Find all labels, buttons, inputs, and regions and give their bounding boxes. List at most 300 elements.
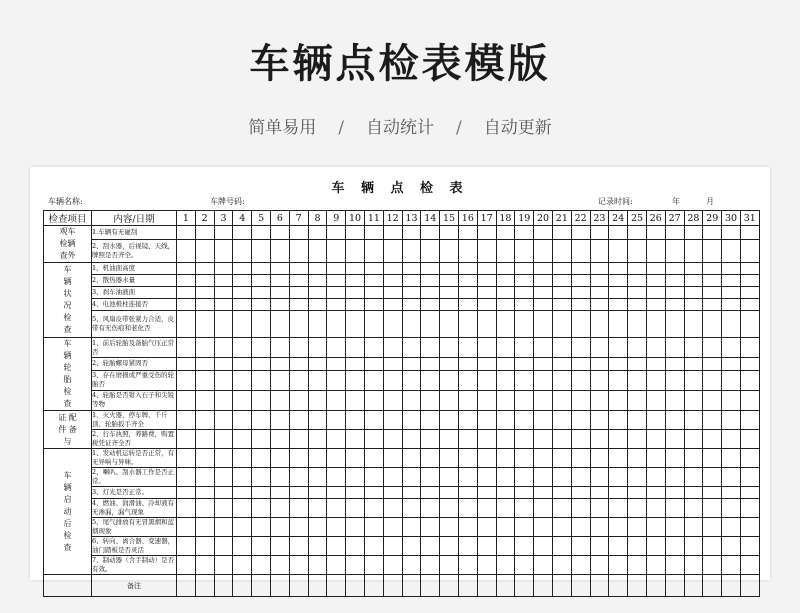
check-cell[interactable] (214, 370, 233, 390)
check-cell[interactable] (177, 487, 196, 499)
check-cell[interactable] (684, 411, 703, 430)
check-cell[interactable] (308, 275, 327, 287)
check-cell[interactable] (214, 499, 233, 518)
check-cell[interactable] (552, 468, 571, 487)
check-cell[interactable] (270, 338, 289, 358)
check-cell[interactable] (684, 311, 703, 338)
check-cell[interactable] (383, 575, 402, 597)
check-cell[interactable] (233, 263, 252, 275)
check-cell[interactable] (703, 518, 722, 537)
check-cell[interactable] (665, 299, 684, 311)
check-cell[interactable] (496, 358, 515, 371)
check-cell[interactable] (458, 468, 477, 487)
check-cell[interactable] (252, 275, 271, 287)
check-cell[interactable] (590, 390, 609, 410)
check-cell[interactable] (665, 499, 684, 518)
check-cell[interactable] (440, 537, 459, 556)
check-cell[interactable] (740, 226, 759, 240)
check-cell[interactable] (177, 390, 196, 410)
check-cell[interactable] (458, 575, 477, 597)
check-cell[interactable] (364, 556, 383, 575)
check-cell[interactable] (740, 449, 759, 468)
check-cell[interactable] (552, 287, 571, 299)
check-cell[interactable] (214, 358, 233, 371)
check-cell[interactable] (571, 537, 590, 556)
check-cell[interactable] (703, 537, 722, 556)
check-cell[interactable] (364, 287, 383, 299)
check-cell[interactable] (327, 338, 346, 358)
check-cell[interactable] (703, 468, 722, 487)
check-cell[interactable] (195, 226, 214, 240)
check-cell[interactable] (515, 537, 534, 556)
check-cell[interactable] (458, 287, 477, 299)
check-cell[interactable] (346, 430, 365, 449)
check-cell[interactable] (214, 537, 233, 556)
check-cell[interactable] (364, 311, 383, 338)
check-cell[interactable] (646, 358, 665, 371)
check-cell[interactable] (402, 499, 421, 518)
check-cell[interactable] (552, 358, 571, 371)
check-cell[interactable] (722, 275, 741, 287)
check-cell[interactable] (722, 226, 741, 240)
check-cell[interactable] (383, 390, 402, 410)
check-cell[interactable] (722, 287, 741, 299)
check-cell[interactable] (496, 311, 515, 338)
check-cell[interactable] (327, 299, 346, 311)
check-cell[interactable] (515, 275, 534, 287)
check-cell[interactable] (440, 390, 459, 410)
check-cell[interactable] (383, 487, 402, 499)
check-cell[interactable] (740, 537, 759, 556)
check-cell[interactable] (552, 537, 571, 556)
check-cell[interactable] (177, 468, 196, 487)
check-cell[interactable] (177, 263, 196, 275)
check-cell[interactable] (552, 275, 571, 287)
check-cell[interactable] (571, 487, 590, 499)
check-cell[interactable] (722, 537, 741, 556)
check-cell[interactable] (496, 370, 515, 390)
check-cell[interactable] (177, 299, 196, 311)
check-cell[interactable] (177, 499, 196, 518)
check-cell[interactable] (252, 263, 271, 275)
check-cell[interactable] (402, 390, 421, 410)
check-cell[interactable] (571, 430, 590, 449)
check-cell[interactable] (270, 575, 289, 597)
check-cell[interactable] (402, 287, 421, 299)
check-cell[interactable] (609, 390, 628, 410)
check-cell[interactable] (421, 556, 440, 575)
check-cell[interactable] (458, 518, 477, 537)
check-cell[interactable] (383, 518, 402, 537)
check-cell[interactable] (383, 226, 402, 240)
check-cell[interactable] (609, 518, 628, 537)
check-cell[interactable] (665, 263, 684, 275)
check-cell[interactable] (571, 287, 590, 299)
check-cell[interactable] (665, 226, 684, 240)
check-cell[interactable] (628, 311, 647, 338)
check-cell[interactable] (458, 411, 477, 430)
check-cell[interactable] (552, 449, 571, 468)
check-cell[interactable] (665, 430, 684, 449)
check-cell[interactable] (327, 575, 346, 597)
check-cell[interactable] (496, 468, 515, 487)
check-cell[interactable] (665, 575, 684, 597)
check-cell[interactable] (646, 338, 665, 358)
check-cell[interactable] (740, 499, 759, 518)
check-cell[interactable] (195, 468, 214, 487)
check-cell[interactable] (477, 487, 496, 499)
check-cell[interactable] (646, 499, 665, 518)
check-cell[interactable] (270, 390, 289, 410)
check-cell[interactable] (402, 468, 421, 487)
check-cell[interactable] (534, 240, 553, 263)
check-cell[interactable] (421, 275, 440, 287)
check-cell[interactable] (195, 358, 214, 371)
check-cell[interactable] (289, 468, 308, 487)
check-cell[interactable] (289, 487, 308, 499)
check-cell[interactable] (383, 411, 402, 430)
check-cell[interactable] (252, 311, 271, 338)
check-cell[interactable] (477, 240, 496, 263)
check-cell[interactable] (684, 518, 703, 537)
check-cell[interactable] (496, 411, 515, 430)
check-cell[interactable] (177, 287, 196, 299)
check-cell[interactable] (233, 487, 252, 499)
check-cell[interactable] (740, 370, 759, 390)
check-cell[interactable] (383, 240, 402, 263)
check-cell[interactable] (477, 390, 496, 410)
check-cell[interactable] (552, 487, 571, 499)
check-cell[interactable] (477, 338, 496, 358)
check-cell[interactable] (722, 370, 741, 390)
check-cell[interactable] (195, 240, 214, 263)
check-cell[interactable] (684, 430, 703, 449)
check-cell[interactable] (458, 358, 477, 371)
check-cell[interactable] (252, 287, 271, 299)
check-cell[interactable] (346, 390, 365, 410)
check-cell[interactable] (665, 449, 684, 468)
check-cell[interactable] (496, 263, 515, 275)
check-cell[interactable] (364, 518, 383, 537)
check-cell[interactable] (609, 240, 628, 263)
check-cell[interactable] (327, 518, 346, 537)
check-cell[interactable] (515, 358, 534, 371)
check-cell[interactable] (195, 411, 214, 430)
check-cell[interactable] (684, 370, 703, 390)
check-cell[interactable] (364, 370, 383, 390)
check-cell[interactable] (346, 263, 365, 275)
check-cell[interactable] (458, 390, 477, 410)
check-cell[interactable] (364, 275, 383, 287)
check-cell[interactable] (308, 430, 327, 449)
check-cell[interactable] (364, 240, 383, 263)
check-cell[interactable] (270, 358, 289, 371)
check-cell[interactable] (270, 499, 289, 518)
check-cell[interactable] (646, 226, 665, 240)
check-cell[interactable] (252, 468, 271, 487)
check-cell[interactable] (628, 299, 647, 311)
check-cell[interactable] (346, 518, 365, 537)
check-cell[interactable] (346, 311, 365, 338)
check-cell[interactable] (195, 299, 214, 311)
check-cell[interactable] (571, 411, 590, 430)
check-cell[interactable] (177, 430, 196, 449)
check-cell[interactable] (646, 575, 665, 597)
check-cell[interactable] (458, 299, 477, 311)
check-cell[interactable] (421, 263, 440, 275)
check-cell[interactable] (590, 299, 609, 311)
check-cell[interactable] (684, 338, 703, 358)
check-cell[interactable] (590, 226, 609, 240)
check-cell[interactable] (571, 299, 590, 311)
check-cell[interactable] (233, 390, 252, 410)
check-cell[interactable] (477, 358, 496, 371)
check-cell[interactable] (233, 556, 252, 575)
check-cell[interactable] (383, 499, 402, 518)
check-cell[interactable] (703, 311, 722, 338)
check-cell[interactable] (534, 518, 553, 537)
check-cell[interactable] (458, 537, 477, 556)
check-cell[interactable] (214, 338, 233, 358)
check-cell[interactable] (609, 575, 628, 597)
check-cell[interactable] (195, 449, 214, 468)
check-cell[interactable] (534, 370, 553, 390)
check-cell[interactable] (327, 411, 346, 430)
check-cell[interactable] (534, 487, 553, 499)
check-cell[interactable] (195, 287, 214, 299)
check-cell[interactable] (496, 556, 515, 575)
check-cell[interactable] (703, 449, 722, 468)
check-cell[interactable] (383, 299, 402, 311)
check-cell[interactable] (534, 299, 553, 311)
check-cell[interactable] (722, 518, 741, 537)
check-cell[interactable] (684, 358, 703, 371)
check-cell[interactable] (421, 299, 440, 311)
check-cell[interactable] (571, 449, 590, 468)
check-cell[interactable] (270, 299, 289, 311)
check-cell[interactable] (740, 275, 759, 287)
check-cell[interactable] (402, 275, 421, 287)
check-cell[interactable] (421, 449, 440, 468)
check-cell[interactable] (346, 358, 365, 371)
check-cell[interactable] (515, 487, 534, 499)
check-cell[interactable] (177, 226, 196, 240)
check-cell[interactable] (609, 263, 628, 275)
check-cell[interactable] (233, 338, 252, 358)
check-cell[interactable] (571, 556, 590, 575)
check-cell[interactable] (722, 487, 741, 499)
check-cell[interactable] (346, 240, 365, 263)
check-cell[interactable] (552, 411, 571, 430)
check-cell[interactable] (252, 556, 271, 575)
check-cell[interactable] (364, 468, 383, 487)
check-cell[interactable] (496, 449, 515, 468)
check-cell[interactable] (421, 411, 440, 430)
check-cell[interactable] (740, 287, 759, 299)
check-cell[interactable] (646, 449, 665, 468)
check-cell[interactable] (308, 537, 327, 556)
check-cell[interactable] (534, 449, 553, 468)
check-cell[interactable] (308, 518, 327, 537)
check-cell[interactable] (270, 556, 289, 575)
check-cell[interactable] (270, 226, 289, 240)
check-cell[interactable] (308, 338, 327, 358)
check-cell[interactable] (609, 468, 628, 487)
check-cell[interactable] (590, 311, 609, 338)
check-cell[interactable] (177, 537, 196, 556)
check-cell[interactable] (214, 287, 233, 299)
check-cell[interactable] (534, 226, 553, 240)
check-cell[interactable] (628, 575, 647, 597)
check-cell[interactable] (195, 275, 214, 287)
check-cell[interactable] (609, 311, 628, 338)
check-cell[interactable] (346, 487, 365, 499)
check-cell[interactable] (684, 575, 703, 597)
check-cell[interactable] (289, 575, 308, 597)
check-cell[interactable] (515, 468, 534, 487)
check-cell[interactable] (646, 299, 665, 311)
check-cell[interactable] (289, 430, 308, 449)
check-cell[interactable] (270, 487, 289, 499)
check-cell[interactable] (177, 275, 196, 287)
check-cell[interactable] (477, 411, 496, 430)
check-cell[interactable] (308, 370, 327, 390)
check-cell[interactable] (402, 358, 421, 371)
check-cell[interactable] (458, 240, 477, 263)
check-cell[interactable] (364, 299, 383, 311)
check-cell[interactable] (327, 358, 346, 371)
check-cell[interactable] (364, 430, 383, 449)
check-cell[interactable] (458, 487, 477, 499)
check-cell[interactable] (590, 263, 609, 275)
check-cell[interactable] (590, 499, 609, 518)
check-cell[interactable] (346, 449, 365, 468)
check-cell[interactable] (665, 240, 684, 263)
check-cell[interactable] (327, 275, 346, 287)
check-cell[interactable] (703, 575, 722, 597)
check-cell[interactable] (383, 449, 402, 468)
check-cell[interactable] (646, 411, 665, 430)
check-cell[interactable] (252, 411, 271, 430)
check-cell[interactable] (552, 311, 571, 338)
check-cell[interactable] (534, 499, 553, 518)
check-cell[interactable] (195, 263, 214, 275)
check-cell[interactable] (571, 370, 590, 390)
check-cell[interactable] (646, 263, 665, 275)
check-cell[interactable] (383, 556, 402, 575)
check-cell[interactable] (477, 430, 496, 449)
check-cell[interactable] (195, 311, 214, 338)
check-cell[interactable] (402, 240, 421, 263)
check-cell[interactable] (628, 430, 647, 449)
check-cell[interactable] (402, 299, 421, 311)
check-cell[interactable] (364, 338, 383, 358)
check-cell[interactable] (571, 311, 590, 338)
check-cell[interactable] (628, 411, 647, 430)
check-cell[interactable] (515, 430, 534, 449)
check-cell[interactable] (534, 537, 553, 556)
check-cell[interactable] (233, 430, 252, 449)
check-cell[interactable] (722, 263, 741, 275)
check-cell[interactable] (665, 537, 684, 556)
check-cell[interactable] (177, 311, 196, 338)
check-cell[interactable] (270, 240, 289, 263)
check-cell[interactable] (684, 390, 703, 410)
check-cell[interactable] (402, 575, 421, 597)
check-cell[interactable] (421, 358, 440, 371)
check-cell[interactable] (665, 287, 684, 299)
check-cell[interactable] (477, 287, 496, 299)
check-cell[interactable] (722, 411, 741, 430)
check-cell[interactable] (177, 556, 196, 575)
check-cell[interactable] (440, 518, 459, 537)
check-cell[interactable] (646, 518, 665, 537)
check-cell[interactable] (477, 537, 496, 556)
check-cell[interactable] (628, 390, 647, 410)
check-cell[interactable] (477, 556, 496, 575)
check-cell[interactable] (515, 311, 534, 338)
check-cell[interactable] (289, 411, 308, 430)
check-cell[interactable] (684, 449, 703, 468)
check-cell[interactable] (534, 358, 553, 371)
check-cell[interactable] (289, 537, 308, 556)
check-cell[interactable] (722, 338, 741, 358)
check-cell[interactable] (364, 499, 383, 518)
check-cell[interactable] (646, 430, 665, 449)
check-cell[interactable] (609, 537, 628, 556)
check-cell[interactable] (346, 556, 365, 575)
check-cell[interactable] (552, 575, 571, 597)
check-cell[interactable] (327, 240, 346, 263)
check-cell[interactable] (590, 556, 609, 575)
check-cell[interactable] (515, 575, 534, 597)
check-cell[interactable] (703, 240, 722, 263)
check-cell[interactable] (740, 468, 759, 487)
check-cell[interactable] (327, 556, 346, 575)
check-cell[interactable] (177, 575, 196, 597)
check-cell[interactable] (289, 299, 308, 311)
check-cell[interactable] (628, 537, 647, 556)
check-cell[interactable] (440, 240, 459, 263)
check-cell[interactable] (308, 299, 327, 311)
check-cell[interactable] (346, 338, 365, 358)
check-cell[interactable] (327, 263, 346, 275)
check-cell[interactable] (590, 468, 609, 487)
check-cell[interactable] (214, 311, 233, 338)
check-cell[interactable] (684, 263, 703, 275)
check-cell[interactable] (571, 275, 590, 287)
check-cell[interactable] (571, 518, 590, 537)
check-cell[interactable] (308, 390, 327, 410)
check-cell[interactable] (646, 487, 665, 499)
check-cell[interactable] (346, 499, 365, 518)
check-cell[interactable] (496, 390, 515, 410)
check-cell[interactable] (383, 358, 402, 371)
check-cell[interactable] (195, 575, 214, 597)
check-cell[interactable] (628, 468, 647, 487)
check-cell[interactable] (440, 358, 459, 371)
check-cell[interactable] (609, 499, 628, 518)
check-cell[interactable] (571, 468, 590, 487)
check-cell[interactable] (308, 499, 327, 518)
check-cell[interactable] (214, 275, 233, 287)
check-cell[interactable] (402, 411, 421, 430)
check-cell[interactable] (684, 537, 703, 556)
check-cell[interactable] (289, 370, 308, 390)
check-cell[interactable] (665, 358, 684, 371)
check-cell[interactable] (289, 449, 308, 468)
check-cell[interactable] (477, 468, 496, 487)
